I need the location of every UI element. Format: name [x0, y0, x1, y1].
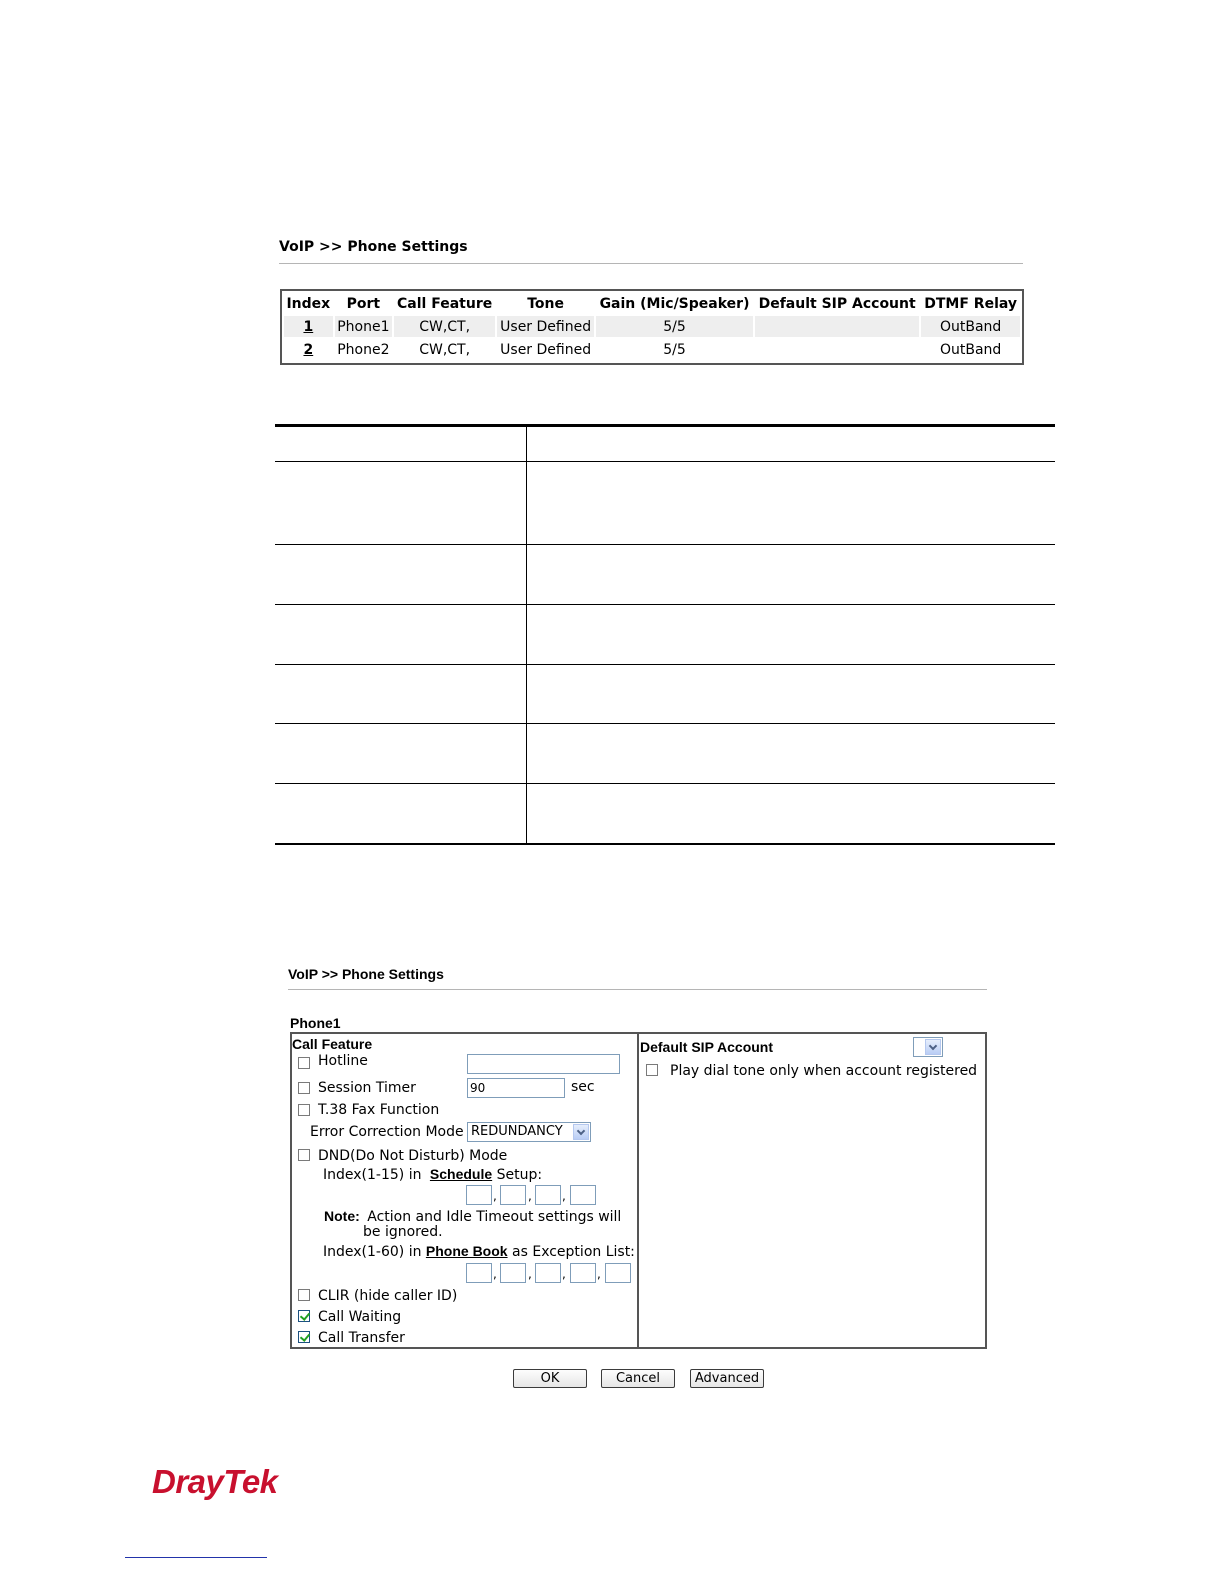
hotline-checkbox[interactable] [298, 1057, 310, 1069]
grid-column-rule [526, 424, 527, 845]
col-gain-header: Gain (Mic/Speaker) [599, 296, 750, 312]
separator: , [493, 1189, 497, 1203]
schedule-line [323, 1166, 542, 1183]
col-tone-header: Tone [527, 296, 565, 312]
exception-index-5[interactable] [605, 1263, 631, 1283]
t38-fax-label: T.38 Fax Function [318, 1102, 440, 1118]
grid-rule [275, 843, 1055, 845]
default-sip-title: Default SIP Account [640, 1039, 774, 1055]
note-text-2: be ignored. [363, 1224, 443, 1240]
clir-label: CLIR (hide caller ID) [318, 1288, 458, 1304]
port-cell: Phone2 [337, 341, 390, 358]
separator: , [562, 1189, 566, 1203]
note-text-1: Action and Idle Timeout settings will [367, 1209, 622, 1225]
divider [279, 263, 1023, 264]
schedule-prefix: Index(1-15) in [323, 1167, 422, 1183]
phonebook-line [323, 1243, 635, 1260]
separator: , [493, 1267, 497, 1281]
error-correction-value: REDUNDANCY [471, 1124, 563, 1139]
session-timer-checkbox[interactable] [298, 1082, 310, 1094]
call-transfer-label: Call Transfer [318, 1330, 405, 1346]
schedule-suffix: Setup: [496, 1167, 543, 1183]
footer-rule [125, 1557, 267, 1558]
grid-rule [275, 544, 1055, 545]
separator: , [597, 1267, 601, 1281]
draytek-logo: DrayTek [152, 1463, 278, 1500]
table-row [284, 339, 1020, 360]
gain-cell: 5/5 [596, 316, 753, 337]
call-transfer-checkbox[interactable] [298, 1331, 310, 1343]
default-sip-select[interactable] [913, 1037, 943, 1057]
call-waiting-label: Call Waiting [318, 1309, 402, 1325]
play-dial-tone-label: Play dial tone only when account registered [670, 1063, 978, 1079]
index-cell [284, 316, 333, 337]
phone-book-link[interactable]: Phone Book [425, 1243, 508, 1259]
grid-rule [275, 783, 1055, 784]
call-feature-cell: CW,CT, [419, 341, 471, 358]
phone-summary-table [280, 289, 1024, 365]
chevron-down-icon [573, 1124, 589, 1140]
ok-button[interactable]: OK [513, 1369, 587, 1388]
dtmf-cell: OutBand [921, 316, 1020, 337]
phonebook-suffix: as Exception List: [512, 1244, 635, 1260]
exception-index-4[interactable] [570, 1263, 596, 1283]
panel-divider [637, 1032, 639, 1349]
col-call-feature-header: Call Feature [397, 296, 493, 312]
grid-rule [275, 604, 1055, 605]
breadcrumb: VoIP >> Phone Settings [288, 966, 444, 982]
separator: , [528, 1267, 532, 1281]
col-dtmf-header: DTMF Relay [924, 296, 1018, 312]
port-cell: Phone1 [335, 316, 392, 337]
breadcrumb: VoIP >> Phone Settings [279, 239, 468, 255]
index-cell [284, 339, 333, 360]
col-port-header: Port [346, 296, 381, 312]
dnd-label: DND(Do Not Disturb) Mode [318, 1148, 508, 1164]
dnd-checkbox[interactable] [298, 1149, 310, 1161]
table-header-row [284, 293, 1020, 314]
phone-title: Phone1 [290, 1015, 341, 1031]
note-label: Note: [324, 1208, 360, 1224]
exception-index-2[interactable] [500, 1263, 526, 1283]
gain-cell: 5/5 [663, 341, 686, 358]
schedule-link[interactable]: Schedule [429, 1166, 493, 1182]
col-default-sip-header: Default SIP Account [758, 296, 916, 312]
call-feature-title: Call Feature [292, 1036, 373, 1052]
schedule-index-1[interactable] [466, 1185, 492, 1205]
session-timer-label: Session Timer [318, 1080, 416, 1096]
exception-index-1[interactable] [466, 1263, 492, 1283]
schedule-index-4[interactable] [570, 1185, 596, 1205]
session-timer-input[interactable]: 90 [467, 1078, 565, 1098]
grid-rule [275, 723, 1055, 724]
session-timer-unit: sec [571, 1079, 595, 1095]
default-sip-cell [755, 339, 919, 360]
divider [288, 989, 987, 990]
col-index-header: Index [286, 296, 331, 312]
error-correction-select[interactable] [467, 1122, 591, 1142]
default-sip-cell [755, 316, 919, 337]
note-line-1 [324, 1208, 621, 1225]
cancel-button[interactable]: Cancel [601, 1369, 675, 1388]
advanced-button[interactable]: Advanced [690, 1369, 764, 1388]
grid-rule [275, 664, 1055, 665]
error-correction-label: Error Correction Mode [310, 1124, 464, 1140]
table-row [284, 316, 1020, 337]
schedule-index-2[interactable] [500, 1185, 526, 1205]
play-dial-tone-checkbox[interactable] [646, 1064, 658, 1076]
schedule-index-3[interactable] [535, 1185, 561, 1205]
hotline-input[interactable] [467, 1054, 620, 1074]
hotline-label: Hotline [318, 1053, 368, 1069]
separator: , [562, 1267, 566, 1281]
t38-fax-checkbox[interactable] [298, 1104, 310, 1116]
description-grid [275, 424, 1055, 845]
phone-index-link[interactable]: 1 [303, 318, 314, 335]
grid-rule [275, 424, 1055, 427]
clir-checkbox[interactable] [298, 1289, 310, 1301]
tone-cell: User Defined [497, 316, 594, 337]
separator: , [528, 1189, 532, 1203]
exception-index-3[interactable] [535, 1263, 561, 1283]
phonebook-prefix: Index(1-60) in [323, 1244, 422, 1260]
phone-index-link[interactable]: 2 [303, 341, 314, 358]
call-waiting-checkbox[interactable] [298, 1310, 310, 1322]
grid-rule [275, 461, 1055, 462]
dtmf-cell: OutBand [939, 341, 1002, 358]
tone-cell: User Defined [500, 341, 592, 358]
chevron-down-icon [925, 1039, 941, 1055]
call-feature-cell: CW,CT, [394, 316, 495, 337]
